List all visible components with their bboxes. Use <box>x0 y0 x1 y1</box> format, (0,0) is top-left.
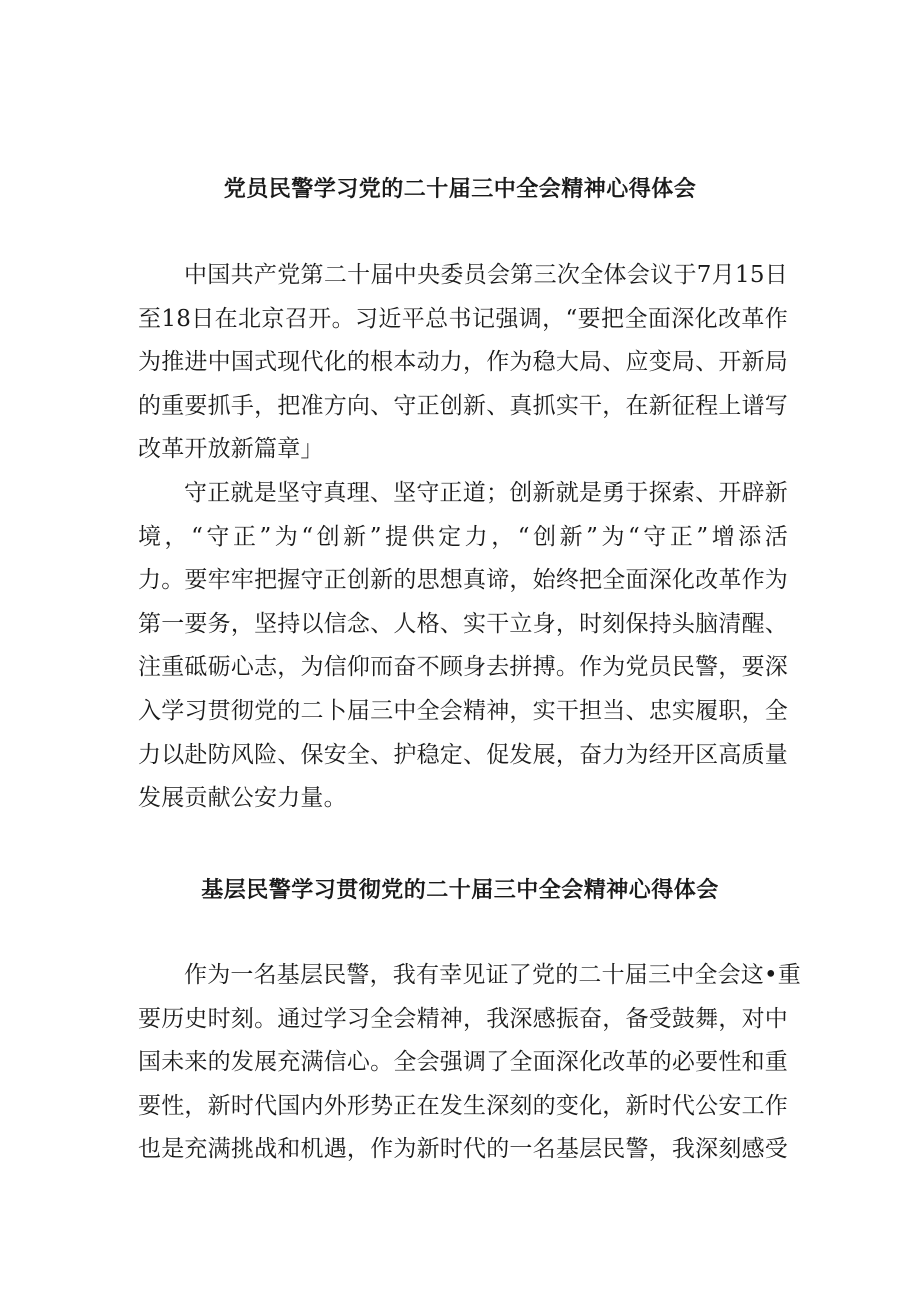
text-line: 力。要牢牢把握守正创新的思想真谛，始终把全面深化改革作为 <box>138 567 788 594</box>
article-1-title: 党员民警学习党的二十届三中全会精神心得体会 <box>223 177 697 202</box>
text-line: 改革开放新篇章」 <box>138 436 324 463</box>
article-2-title: 基层民警学习贯彻党的二十届三中全会精神心得体会 <box>201 878 719 903</box>
text-line: 也是充满挑战和机遇，作为新时代的一名基层民警，我深刻感受 <box>138 1136 788 1163</box>
text-line: 的重要抓手，把准方向、守正创新、真抓实干，在新征程上谱写 <box>138 392 788 419</box>
text-line: 注重砥砺心志，为信仰而奋不顾身去拼搏。作为党员民警，要深 <box>138 654 788 681</box>
article-2-paragraph-1 <box>138 954 801 1172</box>
text-line: 入学习贯彻党的二卜届三中全会精神，实干担当、忠实履职，全 <box>138 697 788 724</box>
article-1-paragraph-2 <box>138 472 788 821</box>
text-line: 至18日在北京召开。习近平总书记强调，“要把全面深化改革作 <box>138 305 788 332</box>
text-line: 发展贡献公安力量。 <box>138 785 347 812</box>
text-line: 中国共产党第二十届中央委员会第三次全体会议于7月15日 <box>184 262 788 288</box>
text-line: 国未来的发展充满信心。全会强调了全面深化改革的必要性和重 <box>138 1049 788 1076</box>
text-line: 作为一名基层民警，我有幸见证了党的二十届三中全会这•重 <box>184 962 801 988</box>
text-line: 第一要务，坚持以信念、人格、实干立身，时刻保持头脑清醒、 <box>138 610 788 637</box>
text-line: 境，“守正”为“创新”提供定力，“创新”为“守正”增添活 <box>138 523 788 550</box>
text-line: 守正就是坚守真理、坚守正道；创新就是勇于探索、开辟新 <box>184 480 788 506</box>
text-line: 为推进中国式现代化的根本动力，作为稳大局、应变局、开新局 <box>138 349 788 376</box>
text-line: 要历史时刻。通过学习全会精神，我深感振奋，备受鼓舞，对中 <box>138 1005 788 1032</box>
text-line: 力以赴防风险、保安全、护稳定、促发展，奋力为经开区高质量 <box>138 741 788 768</box>
text-line: 要性，新时代国内外形势正在发生深刻的变化，新时代公安工作 <box>138 1092 788 1119</box>
article-1-paragraph-1 <box>138 254 788 472</box>
